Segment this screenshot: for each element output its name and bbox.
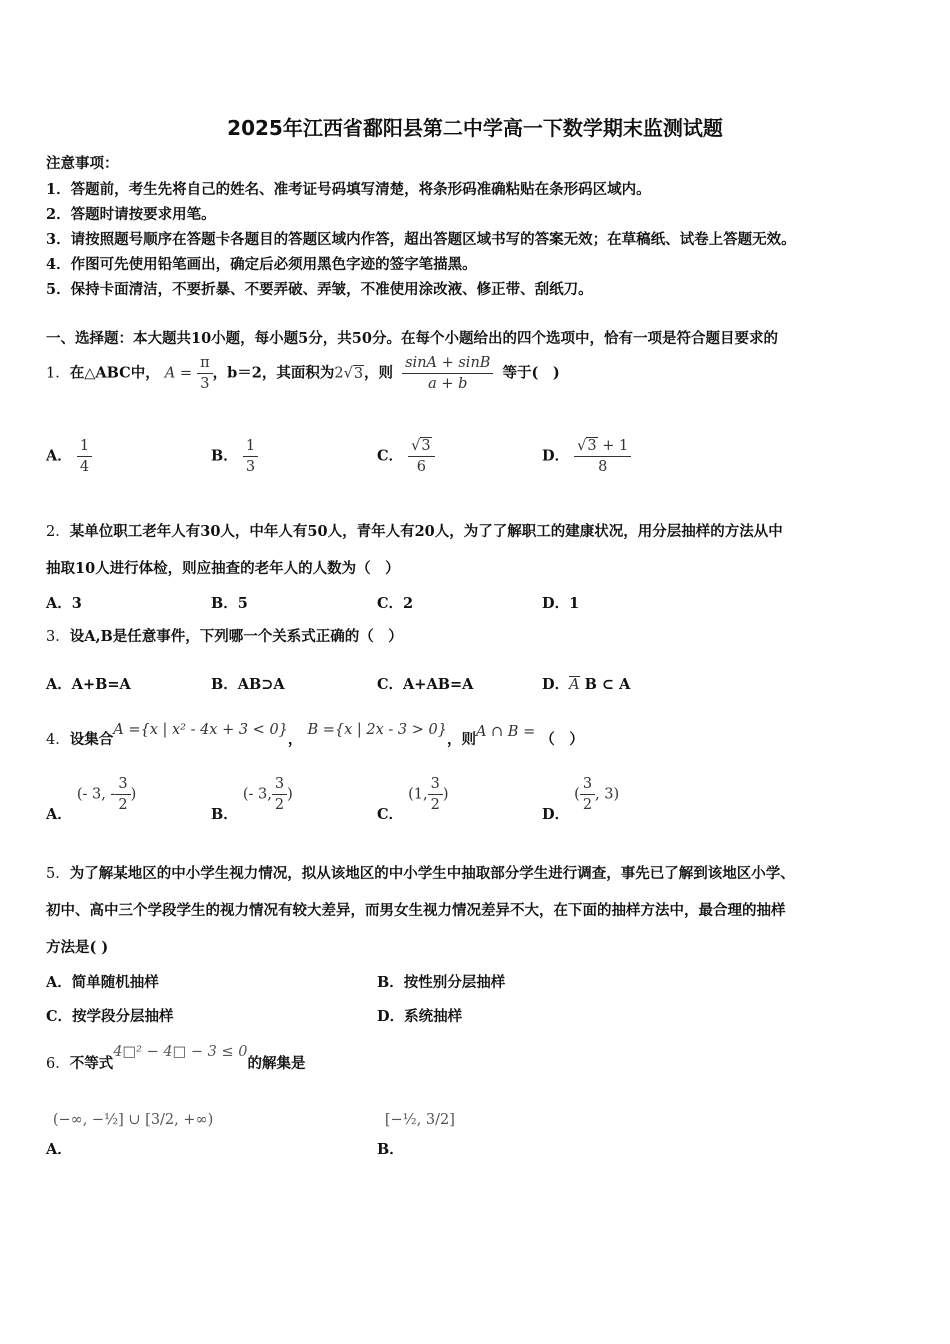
option-math: [−½, 3/2] (384, 1112, 455, 1128)
question-text: 某单位职工老年人有30人，中年人有50人，青年人有20人，为了了解职工的建康状况，用分层抽样的方法从中 (69, 523, 783, 540)
q1-text-2: ，b＝2，其面积为 (212, 364, 335, 382)
set-a: A ={x | x² - 4x + 3 < 0} (113, 722, 288, 738)
option-label: A． (46, 1141, 72, 1158)
question-1 (46, 355, 560, 392)
section-heading: 一、选择题：本大题共10小题，每小题5分，共50分。在每个小题给出的四个选项中，恰有一项是符合题目要求的 (46, 330, 778, 347)
question-4 (46, 722, 584, 749)
interval-right: , 3) (595, 786, 620, 803)
option-fraction (408, 438, 434, 475)
question-number: 1． (46, 365, 70, 382)
fraction-numerator: 3 (580, 776, 595, 795)
option-label: A． (46, 805, 72, 823)
option-math: (−∞, −½] ∪ [3/2, +∞) (52, 1112, 214, 1128)
intersection: A ∩ B = (475, 724, 536, 740)
inequality: 4□² − 4□ − 3 ≤ 0 (113, 1044, 248, 1060)
fraction-denominator: 3 (245, 459, 256, 475)
option-fraction (574, 438, 631, 475)
notice-item-1: 1．答题前，考生先将自己的姓名、准考证号码填写清楚，将条形码准确粘贴在条形码区域内。 (46, 181, 651, 198)
q1-area: 2√3 (334, 365, 364, 382)
fraction-denominator: 4 (79, 459, 90, 475)
interval-right: ) (287, 786, 293, 803)
fraction-denominator: 2 (582, 797, 593, 813)
fraction-numerator: 1 (77, 438, 92, 457)
fraction-numerator: π (197, 355, 213, 374)
fraction-numerator: √3 (408, 438, 434, 457)
option-fraction (580, 776, 595, 813)
notice-heading: 注意事项： (46, 155, 119, 172)
interval-right: ) (130, 786, 137, 803)
set-b: B ={x | 2x - 3 > 0} (307, 722, 447, 738)
q1-option-d (542, 438, 631, 475)
q1-option-b (211, 438, 258, 475)
question-text: 设A,B是任意事件，下列哪一个关系式正确的（ ） (69, 628, 403, 645)
radicand: 3 (421, 438, 431, 454)
q4-text-3: （ ） (540, 731, 584, 748)
q4-option-a (46, 776, 137, 823)
option-fraction (272, 776, 287, 813)
fraction-denominator: a + b (428, 376, 468, 392)
question-2-line-2: 抽取10人进行体检，则应抽查的老年人的人数为（ ） (46, 560, 400, 577)
area-radicand: 3 (353, 365, 364, 382)
q4-option-d (542, 776, 620, 823)
option-label: B． (377, 1141, 404, 1158)
q6-text-2: 的解集是 (247, 1055, 306, 1072)
interval-right: ) (442, 786, 449, 803)
fraction-numerator: 3 (115, 776, 130, 795)
q1-expression-fraction (402, 355, 493, 392)
q2-option-c: C．2 (377, 595, 414, 612)
q4-option-c (377, 776, 449, 823)
notice-item-5: 5．保持卡面清洁，不要折暴、不要弄破、弄皱，不准使用涂改液、修正带、刮纸刀。 (46, 281, 593, 298)
q1-option-a (46, 438, 92, 475)
question-text: 为了解某地区的中小学生视力情况，拟从该地区的中小学生中抽取部分学生进行调查，事先已了解到该地区小学、 (69, 865, 795, 882)
q1-text-3: ，则 (364, 364, 394, 382)
interval-left: (- 3, - (76, 786, 116, 803)
q5-option-c: C．按学段分层抽样 (46, 1008, 174, 1025)
q3-option-a: A．A+B=A (46, 676, 131, 693)
option-fraction (428, 776, 443, 813)
question-number: 4． (46, 732, 70, 748)
q2-option-b: B．5 (211, 595, 248, 612)
option-fraction (77, 438, 92, 475)
q4-text-2: ，则 (446, 731, 476, 748)
option-fraction (115, 776, 130, 813)
q6-option-b (377, 1108, 455, 1158)
numerator-tail: + 1 (597, 438, 629, 454)
fraction-numerator: 3 (272, 776, 287, 795)
notice-item-2: 2．答题时请按要求用笔。 (46, 206, 216, 223)
fraction-numerator: sinA + sinB (402, 355, 493, 374)
option-label: D． (542, 447, 570, 465)
q3-option-b: B．AB⊃A (211, 676, 285, 693)
q5-option-a: A．简单随机抽样 (46, 974, 159, 991)
q4-text-1: 设集合 (69, 731, 114, 748)
page-title: 2025年江西省鄱阳县第二中学高一下数学期末监测试题 (227, 116, 723, 140)
q1-text-4: 等于( ) (502, 364, 560, 382)
option-label: B． (211, 447, 238, 465)
fraction-denominator: 6 (416, 459, 426, 475)
fraction-numerator: 3 (428, 776, 443, 795)
fraction-numerator: 1 (243, 438, 258, 457)
question-5-line-2: 初中、高中三个学段学生的视力情况有较大差异，而男女生视力情况差异不大，在下面的抽样方法中，最合理的抽样 (46, 902, 786, 919)
q5-option-b: B．按性别分层抽样 (377, 974, 506, 991)
notice-item-3: 3．请按照题号顺序在答题卡各题目的答题区域内作答，超出答题区域书写的答案无效；在草稿纸、试卷上答题无效。 (46, 231, 796, 248)
question-number: 6． (46, 1056, 70, 1072)
q1-angle-fraction (197, 355, 213, 392)
question-2-line-1 (46, 520, 783, 541)
q4-comma: ， (287, 731, 303, 748)
option-label: C． (377, 447, 404, 465)
question-number: 3． (46, 629, 70, 645)
fraction-numerator: √3 + 1 (574, 438, 631, 457)
area-coefficient: 2 (334, 365, 344, 382)
question-5-line-3: 方法是( ) (46, 939, 109, 956)
interval-left: ( (574, 786, 580, 803)
q2-option-a: A．3 (46, 595, 82, 612)
fraction-denominator: 2 (118, 797, 128, 813)
q6-option-a (46, 1108, 214, 1158)
fraction-denominator: 2 (430, 797, 440, 813)
option-fraction (243, 438, 258, 475)
q1-angle-lhs: A = (164, 365, 192, 382)
fraction-denominator: 8 (598, 459, 608, 475)
interval-left: (- 3, (242, 786, 272, 803)
q4-option-b (211, 776, 293, 823)
option-label: A． (46, 447, 72, 465)
question-5-line-1 (46, 862, 795, 883)
option-label: D． (542, 805, 570, 823)
fraction-denominator: 2 (274, 797, 285, 813)
q2-option-d: D．1 (542, 595, 580, 612)
option-label: D． (542, 676, 570, 693)
q3-option-c: C．A+AB=A (377, 676, 474, 693)
notice-item-4: 4．作图可先使用铅笔画出，确定后必须用黑色字迹的签字笔描黑。 (46, 256, 477, 273)
radicand: 3 (587, 438, 597, 454)
q1-text-1: 在△ABC中， (69, 364, 160, 382)
interval-left: (1, (408, 786, 428, 803)
complement-a: A (569, 677, 580, 693)
option-label: C． (377, 805, 404, 823)
option-label: B． (211, 805, 238, 823)
q1-option-c (377, 438, 435, 475)
question-number: 5． (46, 866, 70, 882)
option-text: B ⊂ A (584, 676, 631, 693)
q3-option-d (542, 673, 630, 694)
question-number: 2． (46, 524, 70, 540)
question-6 (46, 1044, 306, 1073)
q6-text-1: 不等式 (69, 1055, 114, 1072)
question-3 (46, 625, 403, 646)
q5-option-d: D．系统抽样 (377, 1008, 463, 1025)
fraction-denominator: 3 (200, 376, 210, 392)
